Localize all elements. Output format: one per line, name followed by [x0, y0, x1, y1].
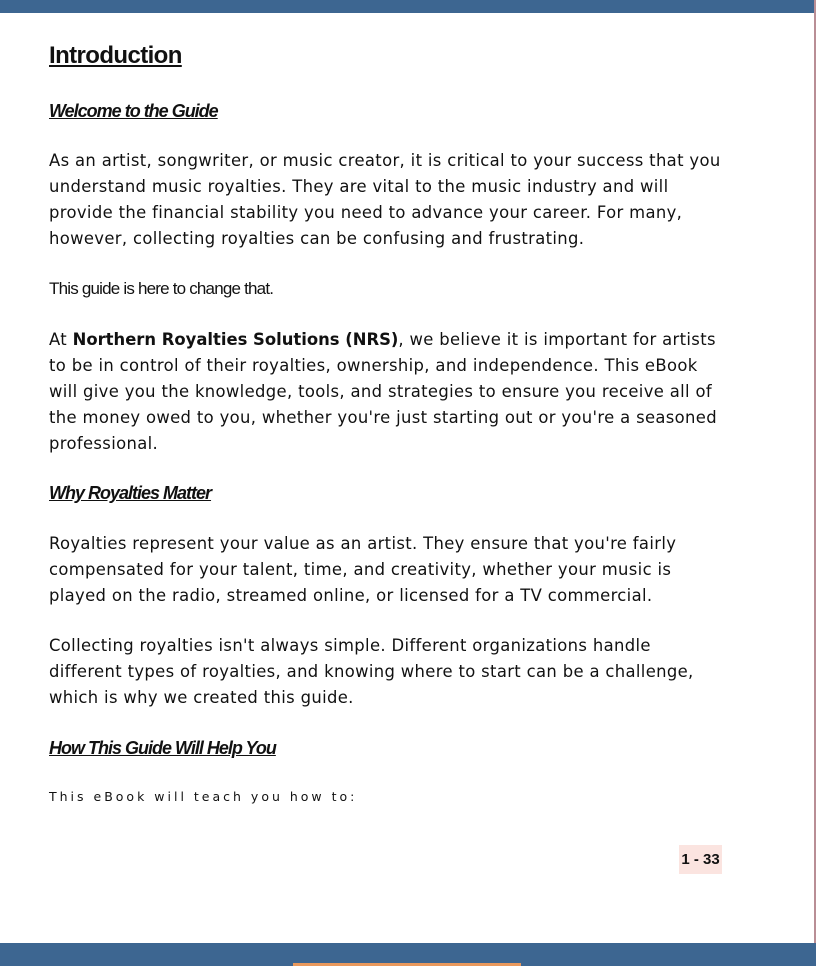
page-number-badge: 1 - 33	[679, 845, 722, 874]
section-heading-welcome: Welcome to the Guide	[49, 101, 218, 121]
paragraph-collecting: Collecting royalties isn't always simple. Different organizations handle different types of royalties, and knowing where to start can be a challenge, which is why we created this guide.	[49, 636, 694, 707]
section-heading-how-guide-helps: How This Guide Will Help You	[49, 738, 276, 758]
list-lead-in: This eBook will teach you how to:	[49, 789, 358, 804]
top-header-bar	[0, 0, 816, 13]
paragraph-nrs	[49, 327, 729, 457]
company-name: Northern Royalties Solutions (NRS)	[72, 330, 399, 349]
nrs-prefix: At	[49, 330, 73, 349]
paragraph-welcome-intro: As an artist, songwriter, or music creator, it is critical to your success that you understand music royalties. They are vital to the music industry and will provide the financial stability you need to advance your career. For many, however, collecting royalties can be confusing and frustrating.	[49, 151, 721, 248]
nrs-suffix: , we believe it is important for artists to be in control of their royalties, ownership, and independence. This eBook will give you the knowledge, tools, and strategies to ensure you receive all of the money owed to you, whether you're just starting out or you're a seasoned professional.	[49, 330, 717, 453]
paragraph-royalties-value: Royalties represent your value as an artist. They ensure that you're fairly compensated for your talent, time, and creativity, whether your music is played on the radio, streamed online, or licensed for a TV commercial.	[49, 534, 677, 605]
section-heading-why-royalties: Why Royalties Matter	[49, 483, 212, 503]
callout-change: This guide is here to change that.	[49, 279, 274, 298]
page-title: Introduction	[49, 42, 182, 69]
